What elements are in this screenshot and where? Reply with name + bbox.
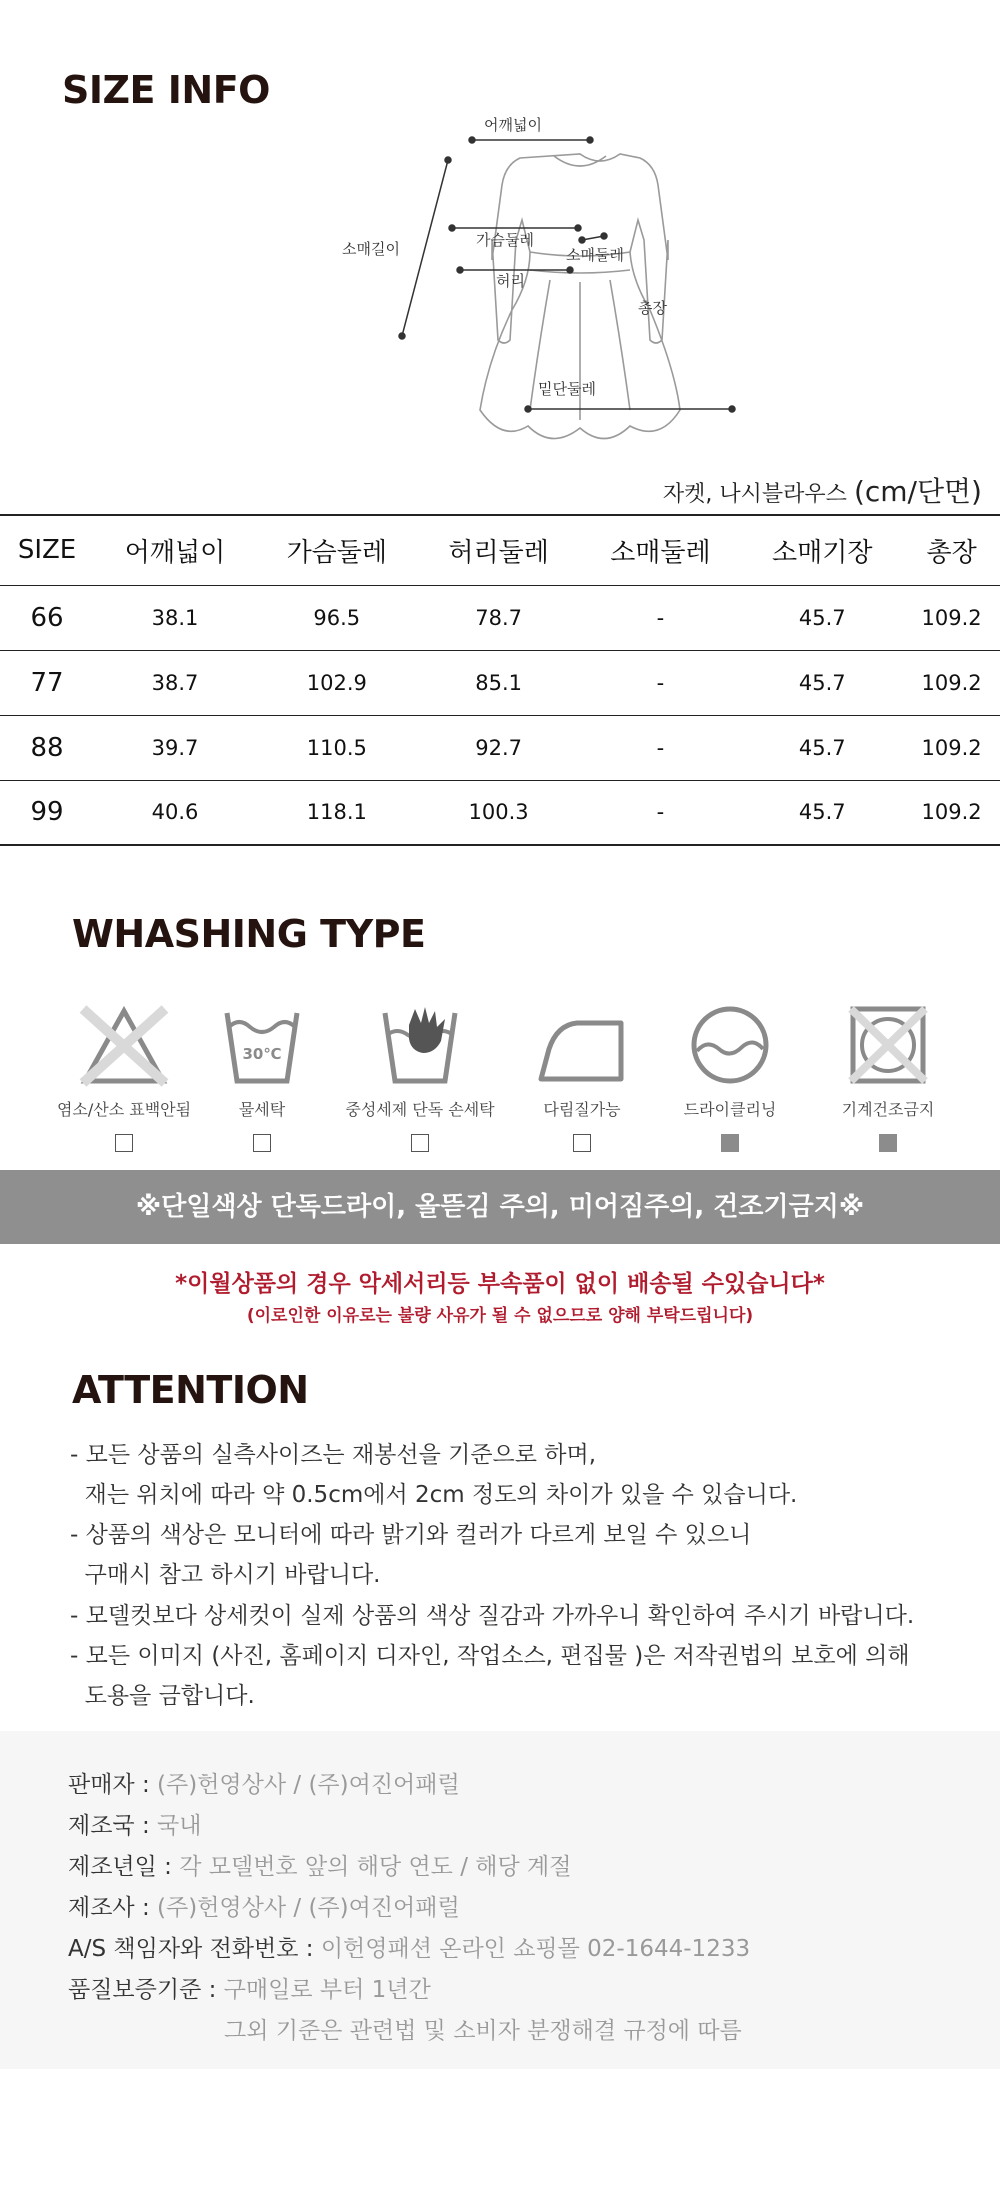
header-shoulder: 어깨넓이 bbox=[94, 515, 256, 585]
wash-checkbox-checked bbox=[721, 1134, 739, 1152]
header-size: SIZE bbox=[0, 515, 94, 585]
header-waist: 허리둘레 bbox=[418, 515, 580, 585]
wash-item-water-wash bbox=[182, 1005, 342, 1152]
table-cell: 96.5 bbox=[256, 585, 418, 650]
header-sleeve-circ: 소매둘레 bbox=[580, 515, 742, 585]
info-line-other: 그외 기준은 관련법 및 소비자 분쟁해결 규정에 따름 bbox=[224, 2018, 742, 2044]
header-total-length: 총장 bbox=[903, 515, 1000, 585]
table-cell: 39.7 bbox=[94, 715, 256, 780]
attention-line: 도용을 금합니다. bbox=[70, 1683, 255, 1709]
table-cell: - bbox=[580, 650, 742, 715]
care-warning-banner: ※단일색상 단독드라이, 올뜯김 주의, 미어짐주의, 건조기금지※ bbox=[0, 1170, 1000, 1244]
header-sleeve-length: 소매기장 bbox=[741, 515, 903, 585]
table-row bbox=[0, 650, 1000, 715]
wash-label: 드라이클리닝 bbox=[683, 1100, 777, 1119]
table-cell: 109.2 bbox=[903, 650, 1000, 715]
table-cell: 118.1 bbox=[256, 780, 418, 845]
table-cell: 38.7 bbox=[94, 650, 256, 715]
table-cell: 45.7 bbox=[741, 780, 903, 845]
wash-item-no-bleach bbox=[44, 1005, 204, 1152]
size-table-header-row bbox=[0, 515, 1000, 585]
label-hem: 밑단둘레 bbox=[538, 380, 596, 398]
table-cell: - bbox=[580, 715, 742, 780]
table-row bbox=[0, 780, 1000, 845]
label-waist: 허리 bbox=[496, 272, 525, 290]
attention-line: - 상품의 색상은 모니터에 따라 밝기와 컬러가 다르게 보일 수 있으니 bbox=[70, 1522, 752, 1548]
table-cell: 78.7 bbox=[418, 585, 580, 650]
table-cell: 66 bbox=[0, 585, 94, 650]
info-line-manufacturer: 제조사 : (주)헌영상사 / (주)여진어패럴 bbox=[68, 1895, 460, 1921]
attention-title: ATTENTION bbox=[72, 1368, 309, 1412]
wash-item-iron bbox=[502, 1005, 662, 1152]
label-sleeve-circ: 소매둘레 bbox=[566, 246, 624, 264]
wash-label: 기계건조금지 bbox=[841, 1100, 935, 1119]
label-shoulder: 어깨넓이 bbox=[484, 116, 542, 134]
wash-item-no-tumble-dry bbox=[808, 1005, 968, 1152]
wash-label: 중성세제 단독 손세탁 bbox=[345, 1100, 495, 1119]
table-cell: 85.1 bbox=[418, 650, 580, 715]
attention-line: 재는 위치에 따라 약 0.5cm에서 2cm 정도의 차이가 있을 수 있습니다. bbox=[70, 1482, 798, 1508]
table-cell: 99 bbox=[0, 780, 94, 845]
iron-icon bbox=[537, 1005, 627, 1087]
label-sleeve-length: 소매길이 bbox=[342, 240, 400, 258]
wash-temp: 30℃ bbox=[242, 1045, 282, 1063]
wash-item-dry-clean bbox=[650, 1005, 810, 1152]
table-cell: 40.6 bbox=[94, 780, 256, 845]
table-cell: 45.7 bbox=[741, 715, 903, 780]
size-table bbox=[0, 514, 1000, 846]
label-chest: 가슴둘레 bbox=[476, 231, 534, 249]
table-cell: 102.9 bbox=[256, 650, 418, 715]
attention-line: - 모든 상품의 실측사이즈는 재봉선을 기준으로 하며, bbox=[70, 1442, 597, 1468]
table-row bbox=[0, 715, 1000, 780]
attention-line: 구매시 참고 하시기 바랍니다. bbox=[70, 1562, 381, 1588]
table-cell: 109.2 bbox=[903, 715, 1000, 780]
wash-label: 염소/산소 표백안됨 bbox=[56, 1100, 192, 1119]
table-cell: 45.7 bbox=[741, 650, 903, 715]
wash-label: 물세탁 bbox=[238, 1100, 286, 1119]
table-cell: 88 bbox=[0, 715, 94, 780]
table-row bbox=[0, 585, 1000, 650]
unit-note bbox=[663, 470, 982, 510]
wash-checkbox bbox=[115, 1134, 133, 1152]
notice-sub: (이로인한 이유로는 불량 사유가 될 수 없으므로 양해 부탁드립니다) bbox=[246, 1306, 754, 1326]
table-cell: - bbox=[580, 780, 742, 845]
table-cell: 110.5 bbox=[256, 715, 418, 780]
info-line-warranty: 품질보증기준 : 구매일로 부터 1년간 bbox=[68, 1977, 431, 2003]
wash-checkbox-checked bbox=[879, 1134, 897, 1152]
dry-clean-icon bbox=[685, 1005, 775, 1087]
no-tumble-dry-icon bbox=[843, 1005, 933, 1087]
info-line-country: 제조국 : 국내 bbox=[68, 1813, 202, 1839]
hand-wash-icon bbox=[375, 1005, 465, 1087]
wash-checkbox bbox=[253, 1134, 271, 1152]
table-cell: 109.2 bbox=[903, 585, 1000, 650]
table-cell: 38.1 bbox=[94, 585, 256, 650]
wash-checkbox bbox=[411, 1134, 429, 1152]
table-cell: 92.7 bbox=[418, 715, 580, 780]
no-bleach-icon bbox=[79, 1005, 169, 1087]
washing-type-title: WHASHING TYPE bbox=[72, 912, 426, 956]
attention-line: - 모든 이미지 (사진, 홈페이지 디자인, 작업소스, 편집물 )은 저작권법의 보호에 의해 bbox=[70, 1643, 910, 1669]
unit-note-prefix: 자켓, 나시블라우스 bbox=[662, 482, 847, 507]
wash-checkbox bbox=[573, 1134, 591, 1152]
size-info-title: SIZE INFO bbox=[62, 68, 270, 112]
table-cell: 77 bbox=[0, 650, 94, 715]
table-cell: 45.7 bbox=[741, 585, 903, 650]
info-line-date: 제조년일 : 각 모델번호 앞의 해당 연도 / 해당 계절 bbox=[68, 1854, 572, 1880]
label-total-length: 총장 bbox=[638, 299, 667, 317]
table-cell: 100.3 bbox=[418, 780, 580, 845]
header-chest: 가슴둘레 bbox=[256, 515, 418, 585]
wash-label: 다림질가능 bbox=[543, 1100, 621, 1119]
notice-main: *이월상품의 경우 악세서리등 부속품이 없이 배송될 수있습니다* bbox=[175, 1271, 825, 1297]
info-line-as-contact: A/S 책임자와 전화번호 : 이헌영패션 온라인 쇼핑몰 02-1644-1233 bbox=[68, 1936, 751, 1962]
table-cell: - bbox=[580, 585, 742, 650]
table-cell: 109.2 bbox=[903, 780, 1000, 845]
info-line-seller: 판매자 : (주)헌영상사 / (주)여진어패럴 bbox=[68, 1772, 460, 1798]
attention-line: - 모델컷보다 상세컷이 실제 상품의 색상 질감과 가까우니 확인하여 주시기 바랍니다. bbox=[70, 1603, 915, 1629]
unit-note-unit: (cm/단면) bbox=[853, 475, 982, 508]
wash-item-hand-wash bbox=[340, 1005, 500, 1152]
